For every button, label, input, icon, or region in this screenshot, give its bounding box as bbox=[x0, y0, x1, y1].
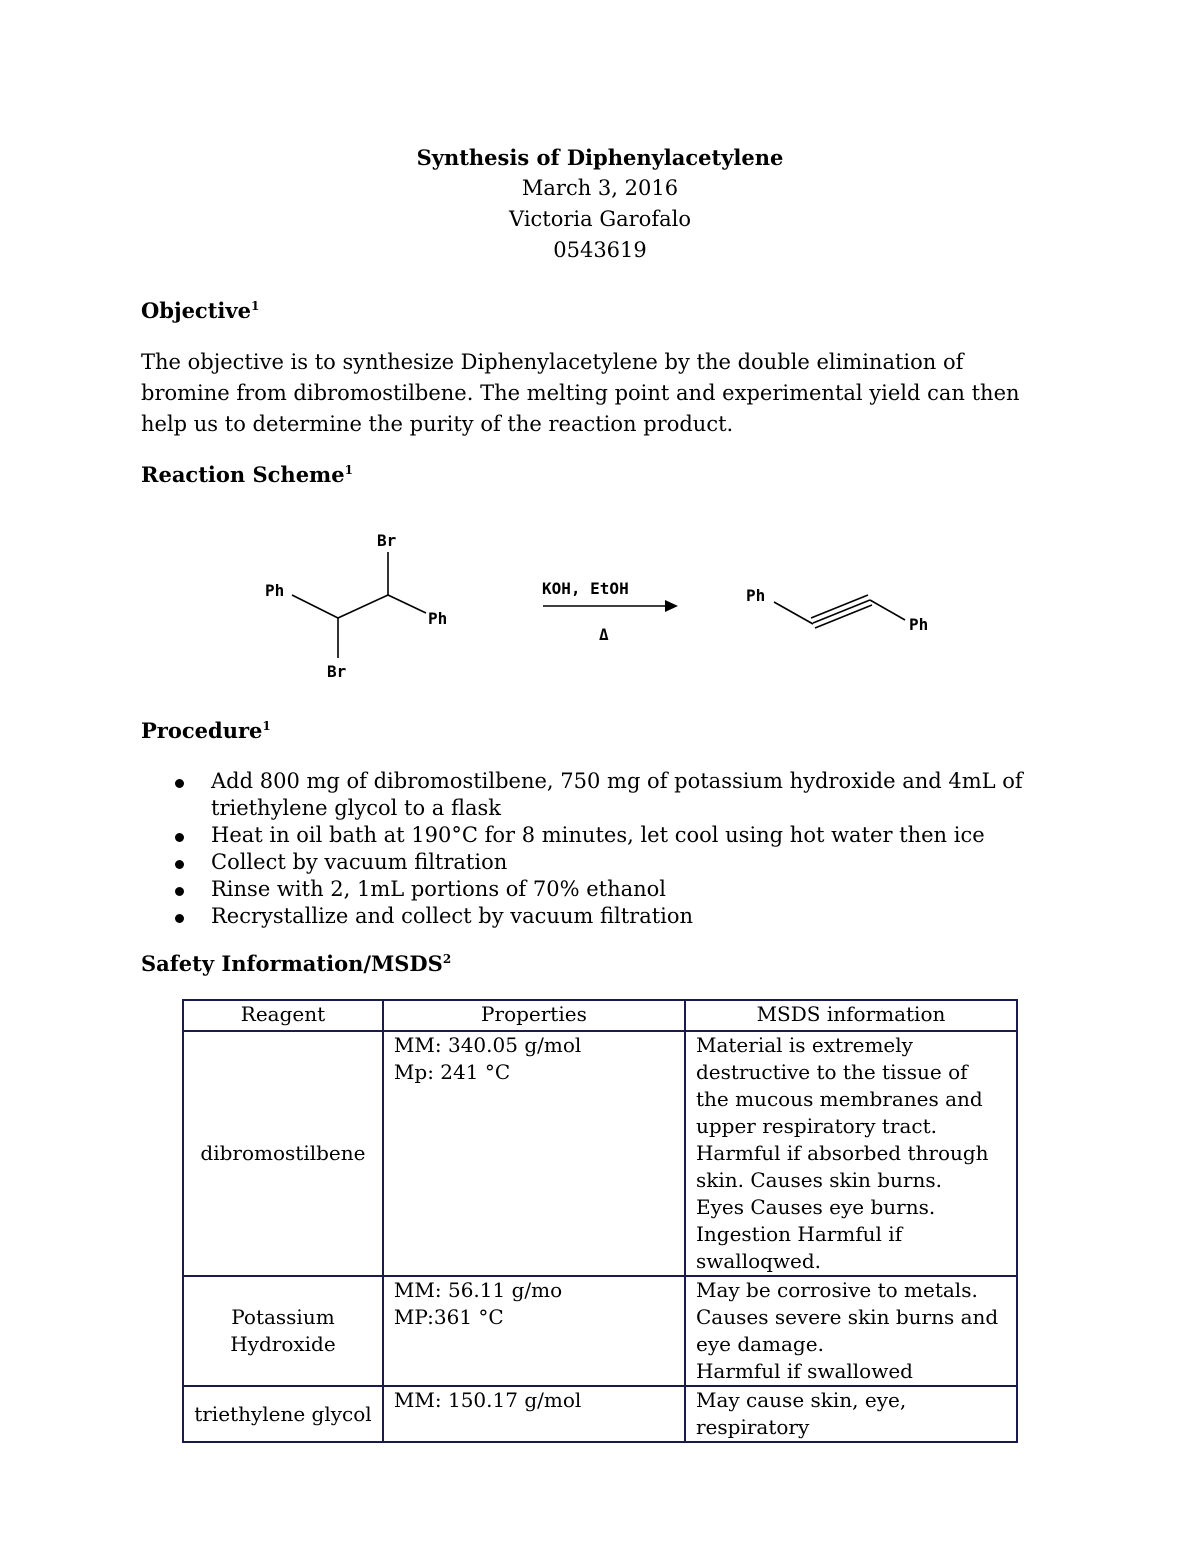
objective-text: The objective is to synthesize Diphenylacetylene by the double elimination of bromine from dibromostilbene. The melting point and experimental yield can then help us to determine the purity of the reaction product. bbox=[141, 350, 1020, 436]
procedure-heading-text: Procedure bbox=[141, 718, 263, 743]
msds-cell bbox=[685, 1386, 1017, 1442]
triple-bond bbox=[815, 605, 872, 628]
reagents-label: KOH, EtOH bbox=[542, 579, 629, 598]
reactant-bond bbox=[292, 595, 338, 618]
procedure-list bbox=[175, 768, 1075, 930]
column-header-reagent: Reagent bbox=[183, 1000, 383, 1031]
procedure-step-text: Collect by vacuum filtration bbox=[211, 850, 508, 874]
msds-line: May cause skin, eye, respiratory bbox=[695, 1388, 907, 1439]
table-header-row bbox=[183, 1000, 1017, 1031]
property-line: MM: 150.17 g/mol bbox=[393, 1388, 582, 1412]
msds-line: Material is extremely destructive to the tissue of the mucous membranes and upper respiratory tract. bbox=[695, 1033, 983, 1138]
list-item bbox=[175, 822, 1075, 849]
document-date: March 3, 2016 bbox=[521, 176, 679, 200]
student-id: 0543619 bbox=[553, 238, 647, 262]
property-line: MM: 340.05 g/mol bbox=[393, 1033, 582, 1057]
reactant-bond bbox=[388, 595, 426, 613]
product-ph-right-label: Ph bbox=[909, 615, 929, 634]
msds-line: Causes severe skin burns and eye damage. bbox=[695, 1305, 999, 1356]
bullet-icon bbox=[175, 833, 184, 842]
property-line: Mp: 241 °C bbox=[393, 1060, 511, 1084]
msds-line: Harmful if swallowed bbox=[695, 1359, 913, 1383]
objective-heading bbox=[141, 298, 259, 323]
procedure-step-text: Recrystallize and collect by vacuum filtration bbox=[211, 904, 694, 928]
safety-ref: 2 bbox=[442, 952, 452, 966]
procedure-step-text: Heat in oil bath at 190°C for 8 minutes, let cool using hot water then ice bbox=[211, 823, 985, 847]
triple-bond bbox=[811, 595, 868, 618]
objective-heading-text: Objective bbox=[141, 298, 251, 323]
properties-cell bbox=[383, 1276, 685, 1386]
procedure-heading bbox=[141, 718, 271, 743]
reactant-bond bbox=[338, 595, 388, 618]
msds-table bbox=[182, 999, 1018, 1443]
msds-cell bbox=[685, 1276, 1017, 1386]
list-item bbox=[175, 768, 1075, 822]
bullet-icon bbox=[175, 914, 184, 923]
condition-label: Δ bbox=[599, 625, 609, 644]
reaction-scheme-heading-text: Reaction Scheme bbox=[141, 462, 345, 487]
reagent-cell: Potassium Hydroxide bbox=[183, 1276, 383, 1386]
product-ph-left-label: Ph bbox=[746, 586, 766, 605]
product-bond bbox=[774, 602, 813, 624]
ph-right-label: Ph bbox=[428, 609, 448, 628]
table-row bbox=[183, 1031, 1017, 1276]
msds-line: May be corrosive to metals. bbox=[695, 1278, 978, 1302]
bullet-icon bbox=[175, 860, 184, 869]
column-header-properties: Properties bbox=[383, 1000, 685, 1031]
msds-line: Eyes Causes eye burns. bbox=[695, 1195, 936, 1219]
procedure-step-text: Add 800 mg of dibromostilbene, 750 mg of potassium hydroxide and 4mL of triethylene glycol to a flask bbox=[211, 769, 1023, 820]
procedure-ref: 1 bbox=[262, 719, 271, 733]
reagent-cell: triethylene glycol bbox=[183, 1386, 383, 1442]
msds-line: Harmful if absorbed through skin. Causes skin burns. bbox=[695, 1141, 989, 1192]
msds-line: Ingestion Harmful if swalloqwed. bbox=[695, 1222, 903, 1273]
property-line: MP:361 °C bbox=[393, 1305, 504, 1329]
safety-heading-text: Safety Information/MSDS bbox=[141, 951, 443, 976]
procedure-step-text: Rinse with 2, 1mL portions of 70% ethanol bbox=[211, 877, 667, 901]
triple-bond bbox=[813, 600, 870, 623]
reaction-scheme-heading bbox=[141, 462, 353, 487]
ph-left-label: Ph bbox=[265, 581, 285, 600]
bullet-icon bbox=[175, 779, 184, 788]
title-block bbox=[0, 142, 1200, 266]
safety-heading bbox=[141, 951, 451, 976]
list-item bbox=[175, 849, 1075, 876]
reagent-cell: dibromostilbene bbox=[183, 1031, 383, 1276]
bullet-icon bbox=[175, 887, 184, 896]
document-title: Synthesis of Diphenylacetylene bbox=[416, 145, 784, 170]
list-item bbox=[175, 903, 1075, 930]
reaction-scheme-diagram bbox=[250, 520, 970, 690]
arrow-head bbox=[665, 600, 678, 612]
document-author: Victoria Garofalo bbox=[509, 207, 691, 231]
column-header-msds: MSDS information bbox=[685, 1000, 1017, 1031]
property-line: MM: 56.11 g/mo bbox=[393, 1278, 563, 1302]
list-item bbox=[175, 876, 1075, 903]
properties-cell bbox=[383, 1031, 685, 1276]
properties-cell bbox=[383, 1386, 685, 1442]
reaction-scheme-ref: 1 bbox=[344, 463, 353, 477]
msds-cell bbox=[685, 1031, 1017, 1276]
table-row bbox=[183, 1276, 1017, 1386]
table-row bbox=[183, 1386, 1017, 1442]
br-top-label: Br bbox=[377, 531, 397, 550]
product-bond bbox=[870, 600, 905, 620]
br-bottom-label: Br bbox=[327, 662, 347, 681]
objective-ref: 1 bbox=[250, 299, 260, 313]
